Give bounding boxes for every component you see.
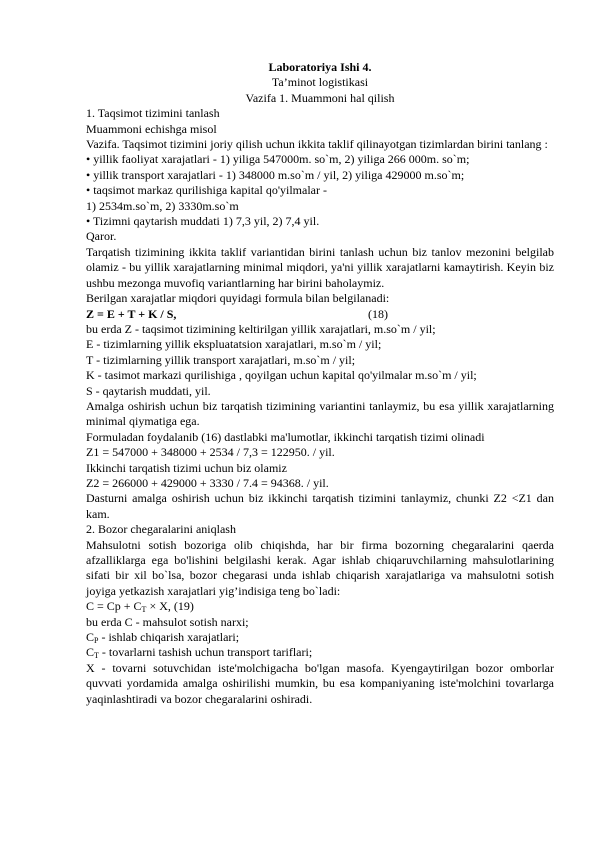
document-page xyxy=(86,60,554,707)
formula-19: $C = Cp + C_T \times X$, (19) xyxy=(86,599,194,615)
task-heading: Vazifa 1. Muammoni hal qilish xyxy=(245,90,395,105)
def-c: bu erda C - mahsulot sotish narxi; xyxy=(86,614,249,629)
z2-calculation: Z2 = 266000 + 429000 + 3330 / 7.4 = 94368. / yil. xyxy=(86,475,329,490)
section-heading-1: 1. Taqsimot tizimini tanlash xyxy=(86,106,220,121)
formula-18-expression: Z = E + T + K / S, xyxy=(86,306,177,321)
document-subtitle: Ta’minot logistikasi xyxy=(271,75,369,90)
decision-heading: Qaror. xyxy=(86,229,117,244)
formula-18-number: (18) xyxy=(368,306,388,321)
formula-usage-line: Formuladan foydalanib (16) dastlabki ma'lumotlar, ikkinchi tarqatish tizimi olinadi xyxy=(86,429,485,444)
formula-intro: Berilgan xarajatlar miqdori quyidagi formula bilan belgilanadi: xyxy=(86,291,390,306)
def-e: E - tizimlarning yillik ekspluatatsion xarajatlari, m.so`m / yil; xyxy=(86,337,382,352)
formula-18 xyxy=(86,307,554,322)
document-title: Laboratoriya Ishi 4. xyxy=(268,60,372,74)
def-z: bu erda Z - taqsimot tizimining keltirilgan yillik xarajatlari, m.so`m / yil; xyxy=(86,321,436,336)
section-heading-2: 2. Bozor chegaralarini aniqlash xyxy=(86,522,236,537)
second-system-line: Ikkinchi tarqatish tizimi uchun biz olamiz xyxy=(86,460,287,475)
def-s: S - qaytarish muddati, yil. xyxy=(86,383,211,398)
def-ct: $C_T$ - tovarlarni tashish uchun transport tariflari; xyxy=(86,645,313,661)
bullet-payback-period: • Tizimni qaytarish muddati 1) 7,3 yil, 2) 7,4 yil. xyxy=(86,214,320,229)
selection-paragraph: Amalga oshirish uchun biz tarqatish tizimining variantini tanlaymiz, bu esa yillik xarajatlarning minimal qiymatiga ega. xyxy=(86,398,554,429)
def-cp: $C_P$ - ishlab chiqarish xarajatlari; xyxy=(86,630,240,646)
final-paragraph: X - tovarni sotuvchidan iste'molchigacha bo'lgan masofa. Kyengaytirilgan bozor omborlar quvvati yordamida amalga oshirilishi mumkin, bu esa kompaniyaning iste'molchini tovarlarga yaqinlashtiradi va bozor chegaralarini oshiradi. xyxy=(86,660,554,706)
task-paragraph: Vazifa. Taqsimot tizimini joriy qilish uchun ikkita taklif qilinayotgan tizimlardan birini tanlang : xyxy=(86,137,548,152)
bullet-operating-costs: • yillik faoliyat xarajatlari - 1) yiliga 547000m. so`m, 2) yiliga 266 000m. so`m; xyxy=(86,152,470,167)
def-t: T - tizimlarning yillik transport xarajatlari, m.so`m / yil; xyxy=(86,352,356,367)
conclusion-paragraph: Dasturni amalga oshirish uchun biz ikkinchi tarqatish tizimini tanlaymiz, chunki Z2 <Z1 dan kam. xyxy=(86,491,554,521)
bullet-transport-costs: • yillik transport xarajatlari - 1) 348000 m.so`m / yil, 2) yiliga 429000 m.so`m; xyxy=(86,167,465,182)
example-heading: Muammoni echishga misol xyxy=(86,121,217,136)
market-paragraph: Mahsulotni sotish bozoriga olib chiqishda, har bir firma bozorning chegaralarini qaerda afzalliklarga ega bo'lishini belgilashi kerak. Agar ishlab chiqaruvchilarning mahsulotlarining sifati bir xil bo`lsa, bozor chegarasi unda ishlab chiqarish xarajatlariga va mahsulotni sotish joyiga yetkazish xarajatlari yig’indisiga teng bo`ladi: xyxy=(86,537,554,598)
capital-investment-values: 1) 2534m.so`m, 2) 3330m.so`m xyxy=(86,198,239,213)
decision-paragraph: Tarqatish tizimining ikkita taklif variantidan birini tanlash uchun biz tanlov mezonini belgilab olamiz - bu yillik xarajatlarning minimal miqdori, ya'ni yillik xarajatlarni kamaytirish. Keyin biz ushbu mezonga muvofiq variantlarning har birini baholaymiz. xyxy=(86,244,554,290)
def-k: K - tasimot markazi qurilishiga , qoyilgan uchun kapital qo'yilmalar m.so`m / yil; xyxy=(86,368,477,383)
bullet-capital-investment: • taqsimot markaz qurilishiga kapital qo'yilmalar - xyxy=(86,183,327,198)
z1-calculation: Z1 = 547000 + 348000 + 2534 / 7,3 = 122950. / yil. xyxy=(86,445,335,460)
